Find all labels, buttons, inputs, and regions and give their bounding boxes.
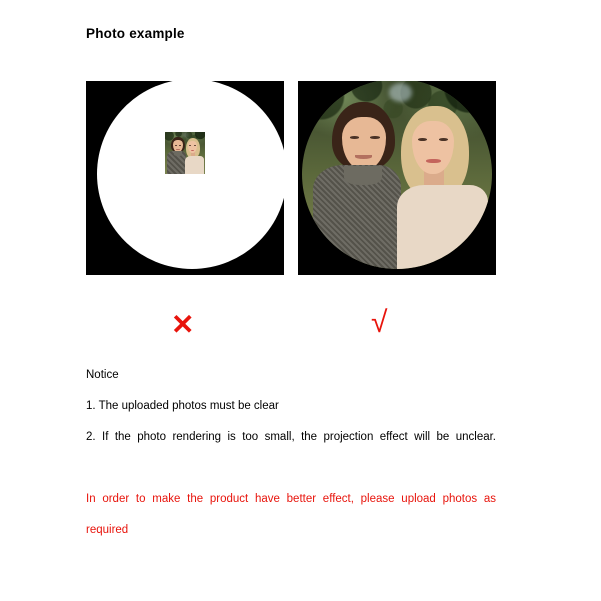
page-title: Photo example [86, 26, 185, 41]
example-image-bad[interactable] [86, 81, 284, 275]
projection-circle-empty [97, 81, 284, 269]
person-right-mouth [191, 150, 194, 151]
marks-row [86, 305, 496, 345]
examples-row [86, 81, 496, 275]
person-right-eye-left [418, 138, 428, 141]
notice-warning: In order to make the product have better effect, please upload photos as required [86, 493, 496, 536]
person-left-collar [344, 166, 382, 185]
person-left-eye-left [350, 136, 360, 139]
person-left-eye-left [175, 145, 177, 146]
photo-artwork [165, 132, 205, 174]
sky-patch [389, 83, 412, 102]
notice-section [86, 360, 496, 577]
projection-circle-filled [302, 81, 492, 269]
person-right-mouth [426, 159, 441, 164]
person-left-collar [174, 151, 182, 155]
notice-item-1: 1. The uploaded photos must be clear [86, 400, 279, 412]
person-left-eye-right [370, 136, 380, 139]
person-right-eye-right [194, 145, 196, 146]
example-image-good[interactable] [298, 81, 496, 275]
person-right-eye-right [439, 138, 449, 141]
photo-full-frame [298, 81, 496, 275]
check-icon: √ [371, 306, 388, 339]
cross-icon: ✕ [171, 309, 195, 340]
notice-item-2: 2. If the photo rendering is too small, the projection effect will be unclear. [86, 431, 496, 443]
person-right-body [397, 185, 488, 269]
notice-heading: Notice [86, 369, 119, 381]
person-right-body [185, 156, 204, 174]
thumbnail-photo-small [165, 132, 205, 174]
photo-artwork [302, 81, 492, 269]
